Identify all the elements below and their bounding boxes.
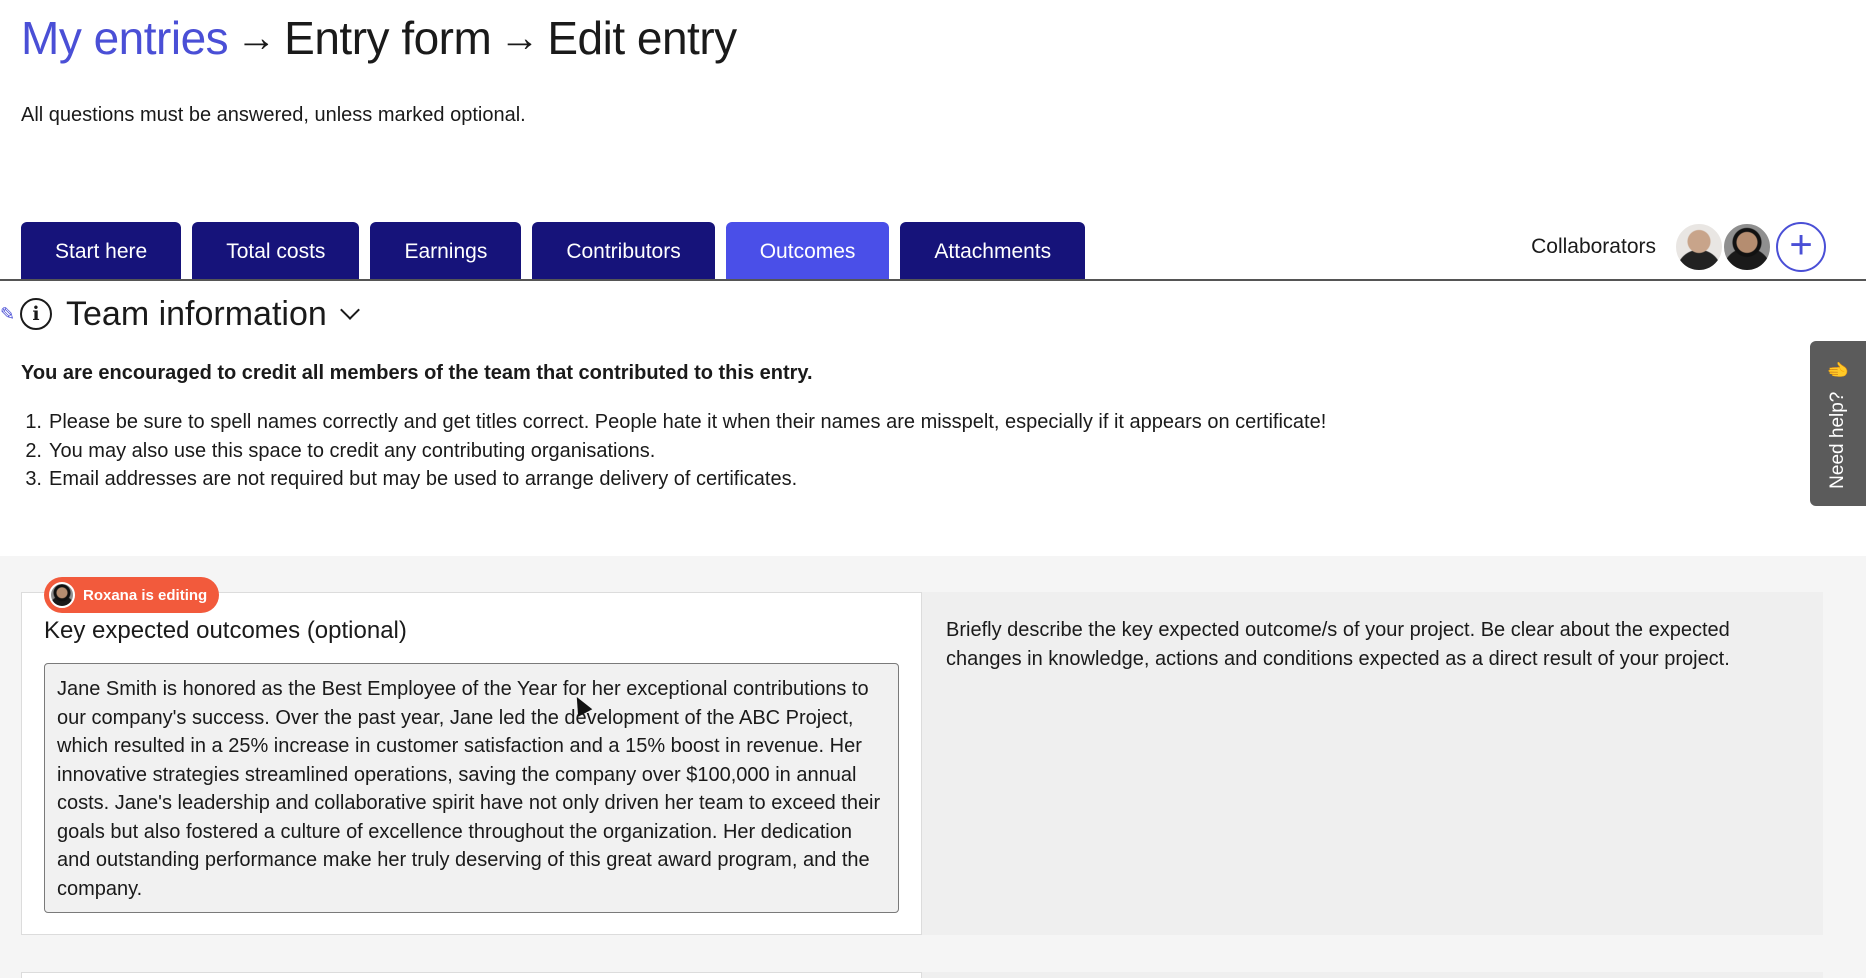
instructions-list bbox=[21, 408, 1326, 494]
list-number: 3. bbox=[25, 468, 42, 490]
tab-contributors[interactable]: Contributors bbox=[532, 222, 714, 281]
list-item-text: Please be sure to spell names correctly and get titles correct. People hate it when their names are misspelt, especially if it appears on certificate! bbox=[49, 411, 1327, 433]
tab-start-here[interactable]: Start here bbox=[21, 222, 181, 281]
wave-icon: ✋ bbox=[1827, 358, 1848, 382]
guidance-text: Briefly describe the key expected outcome/s of your project. Be clear about the expected changes in knowledge, actions and conditions expected as a direct result of your project. bbox=[946, 619, 1730, 670]
chevron-down-icon[interactable] bbox=[340, 300, 360, 320]
intro-text: All questions must be answered, unless marked optional. bbox=[21, 104, 526, 126]
tab-earnings[interactable]: Earnings bbox=[370, 222, 521, 281]
tab-divider bbox=[0, 279, 1866, 281]
need-help-button[interactable] bbox=[1810, 341, 1866, 506]
list-item bbox=[21, 408, 1326, 437]
avatar bbox=[49, 582, 75, 608]
question-card bbox=[21, 586, 922, 935]
tab-outcomes[interactable]: Outcomes bbox=[726, 222, 890, 281]
guidance-panel bbox=[922, 592, 1823, 935]
editing-badge-label: Roxana is editing bbox=[83, 586, 208, 604]
page-title: Edit entry bbox=[547, 12, 737, 64]
collaborators bbox=[1531, 220, 1826, 274]
section-header[interactable] bbox=[0, 292, 357, 336]
avatar[interactable] bbox=[1674, 222, 1724, 272]
add-collaborator-button[interactable]: + bbox=[1776, 222, 1826, 272]
pencil-icon[interactable]: ✎ bbox=[0, 303, 16, 324]
list-number: 1. bbox=[25, 411, 42, 433]
info-icon: i bbox=[20, 298, 52, 330]
breadcrumb-my-entries-link[interactable]: My entries bbox=[21, 12, 229, 64]
next-question-card bbox=[21, 972, 922, 978]
section-title: Team information bbox=[66, 294, 327, 333]
collaborators-label: Collaborators bbox=[1531, 235, 1656, 258]
list-item-text: You may also use this space to credit any contributing organisations. bbox=[49, 439, 656, 462]
need-help-label: Need help? bbox=[1827, 391, 1848, 489]
form-tabs bbox=[21, 222, 1085, 281]
breadcrumb-entry-form: Entry form bbox=[284, 12, 492, 64]
arrow-right-icon: → bbox=[236, 15, 276, 60]
breadcrumb bbox=[21, 10, 737, 66]
avatar[interactable] bbox=[1722, 222, 1772, 272]
list-item bbox=[21, 465, 1326, 494]
list-item-text: Email addresses are not required but may be used to arrange delivery of certificates. bbox=[49, 468, 798, 490]
list-number: 2. bbox=[25, 439, 42, 462]
list-item bbox=[21, 437, 1326, 466]
question-label: Key expected outcomes (optional) bbox=[44, 617, 407, 644]
tab-total-costs[interactable]: Total costs bbox=[192, 222, 359, 281]
arrow-right-icon: → bbox=[499, 15, 540, 60]
next-guidance-panel bbox=[922, 972, 1823, 978]
tab-attachments[interactable]: Attachments bbox=[900, 222, 1085, 281]
editing-badge bbox=[44, 577, 219, 613]
outcomes-textarea[interactable]: Jane Smith is honored as the Best Employee of the Year for her exceptional contributions to our company's success. Over the past year, Jane led the development of the ABC Project, which resulted in a 25% increase in customer satisfaction and a 15% boost in revenue. Her innovative strategies streamlined operations, saving the company over $100,000 in annual costs. Jane's leadership and collaborative spirit have not only driven her team to exceed their goals but also fostered a culture of excellence throughout the organization. Her dedication and outstanding performance make her truly deserving of this great award program, and the company. bbox=[44, 663, 899, 913]
instructions-heading: You are encouraged to credit all members of the team that contributed to this entry. bbox=[21, 362, 813, 384]
